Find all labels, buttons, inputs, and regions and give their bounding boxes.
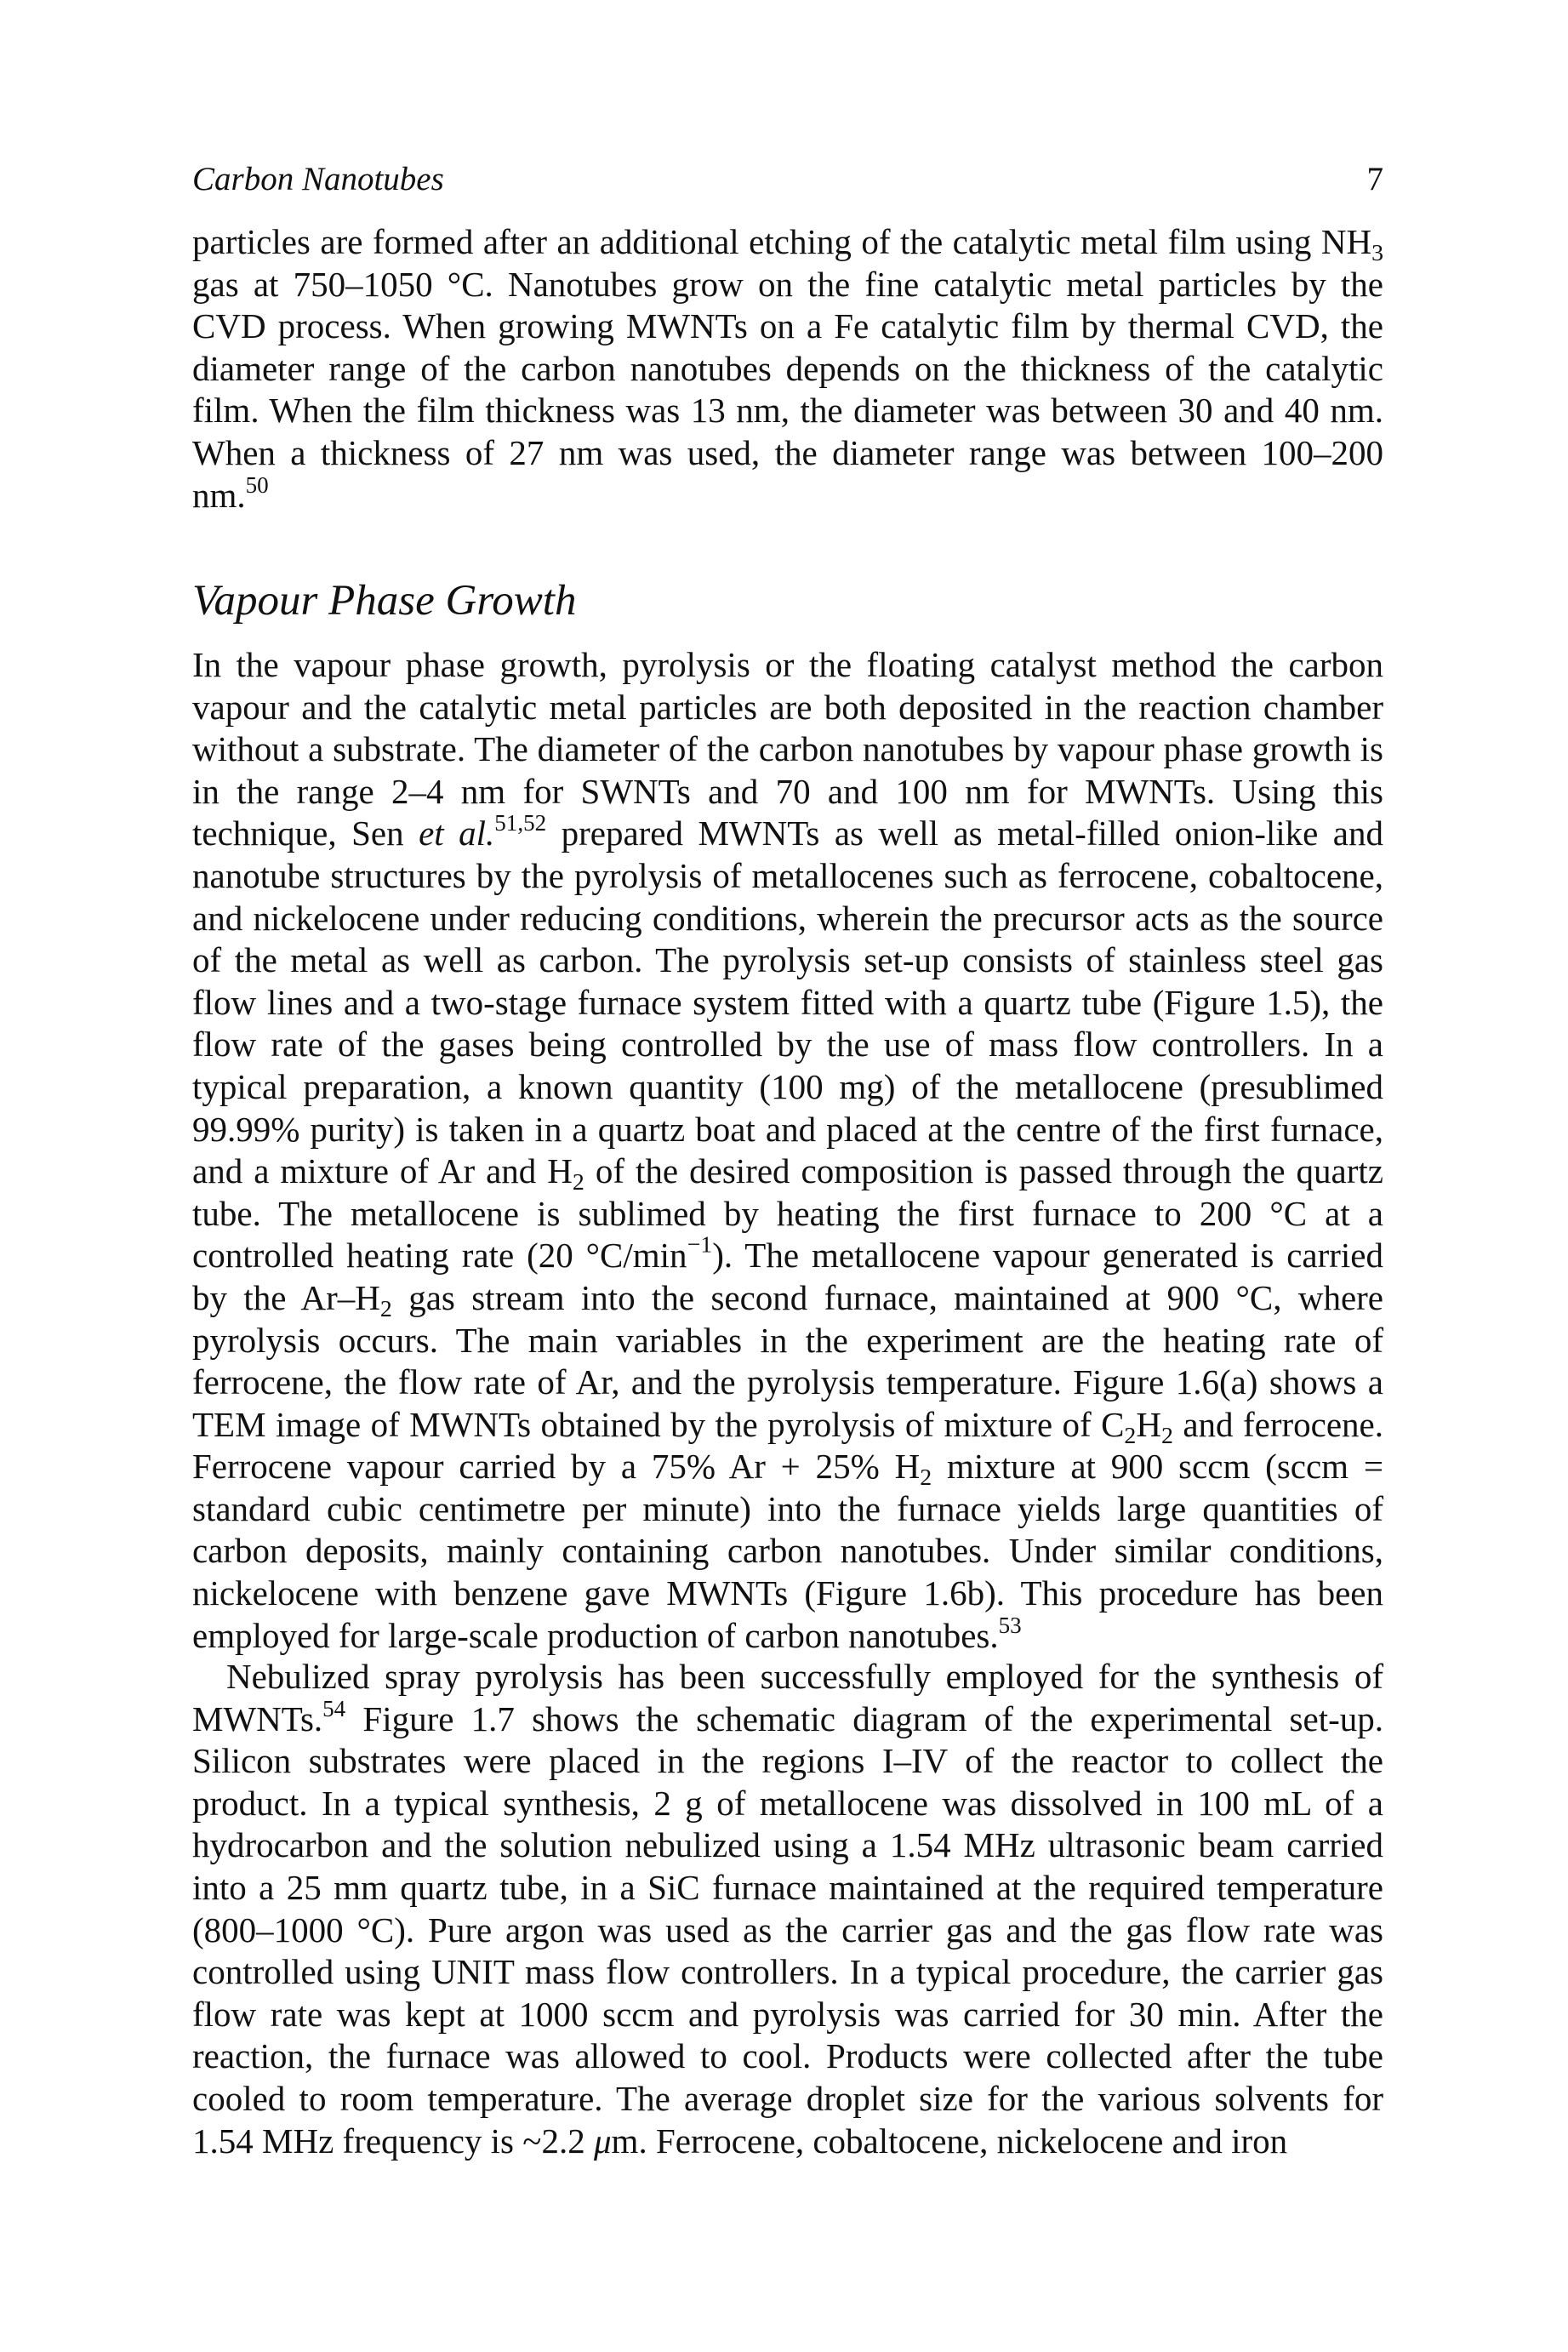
paragraph-text xyxy=(192,221,1383,517)
citation-superscript: 50 xyxy=(245,471,269,498)
text-segment: ). The metallocene vapour generated is carried by the Ar–H xyxy=(192,1236,1383,1317)
text-segment: Figure 1.7 shows the schematic diagram of the experimental set-up. Silicon substrates were placed in the regions I–IV of the reactor to collect the product. In a typical synthesis, 2 g of metallocene was dissolved in 100 mL of a hydrocarbon and the solution nebulized using a 1.54 MHz ultrasonic beam carried into a 25 mm quartz tube, in a SiC furnace maintained at the required temperature (800–1000 °C). Pure argon was used as the carrier gas and the gas flow rate was controlled using UNIT mass flow controllers. In a typical procedure, the carrier gas flow rate was kept at 1000 sccm and pyrolysis was carried for 30 min. After the reaction, the furnace was allowed to cool. Products were collected after the tube cooled to room temperature. The average droplet size for the various solvents for 1.54 MHz frequency is ~2.2 xyxy=(192,1698,1383,2161)
section-heading: Vapour Phase Growth xyxy=(192,577,577,625)
text-segment: m. Ferrocene, cobaltocene, nickelocene and iron xyxy=(611,2121,1288,2161)
paragraph-text xyxy=(192,644,1383,1657)
text-segment: and ferrocene. Ferrocene vapour carried by a 75% Ar + 25% H xyxy=(192,1404,1383,1487)
subscript: 2 xyxy=(572,1168,584,1196)
subscript: 2 xyxy=(1124,1422,1137,1449)
mu-symbol: μ xyxy=(593,2121,612,2161)
citation-superscript: 51,52 xyxy=(494,810,547,836)
running-head-title: Carbon Nanotubes xyxy=(192,161,444,197)
text-segment: prepared MWNTs as well as metal-filled onion-like and nanotube structures by the pyrolysis of metallocenes such as ferrocene, cobaltocene, and nickelocene under reducing conditions, wherein the precursor acts as the source of the metal as well as carbon. The pyrolysis set-up consists of stainless steel gas flow lines and a two-stage furnace system fitted with a quartz tube (Figure 1.5), the flow rate of the gases being controlled by the use of mass flow controllers. In a typical preparation, a known quantity (100 mg) of the metallocene (presublimed 99.99% purity) is taken in a quartz boat and placed at the centre of the first furnace, and a mixture of Ar and H xyxy=(192,813,1383,1191)
text-segment: mixture at 900 sccm (sccm = standard cubic centimetre per minute) into the furnace yields large quantities of carbon deposits, mainly containing carbon nanotubes. Under similar conditions, nickelocene with benzene gave MWNTs (Figure 1.6b). This procedure has been employed for large-scale production of carbon nanotubes. xyxy=(192,1447,1384,1655)
text-segment: gas stream into the second furnace, maintained at 900 °C, where pyrolysis occurs. The main variables in the experiment are the heating rate of ferrocene, the flow rate of Ar, and the pyrolysis temperature. Figure 1.6(a) shows a TEM image of MWNTs obtained by the pyrolysis of mixture of C xyxy=(192,1277,1383,1444)
citation-superscript: 54 xyxy=(322,1695,346,1721)
citation-superscript: 53 xyxy=(998,1612,1022,1638)
subscript: 2 xyxy=(379,1295,392,1322)
text-segment: Nebulized spray pyrolysis has been successfully employed for the synthesis of MWNTs. xyxy=(192,1657,1383,1738)
text-segment: of the desired composition is passed through the quartz tube. The metallocene is sublimed by heating the first furnace to 200 °C at a controlled heating rate (20 °C/min xyxy=(192,1151,1383,1276)
text-segment: gas at 750–1050 °C. Nanotubes grow on the fine catalytic metal particles by the CVD process. When growing MWNTs on a Fe catalytic film by thermal CVD, the diameter range of the carbon nanotubes depends on the thickness of the catalytic film. When the film thickness was 13 nm, the diameter was between 30 and 40 nm. When a thickness of 27 nm was used, the diameter range was between 100–200 nm. xyxy=(192,264,1383,515)
superscript: −1 xyxy=(687,1232,713,1259)
subscript: 2 xyxy=(1160,1422,1173,1449)
subscript: 3 xyxy=(1371,239,1383,266)
text-segment: In the vapour phase growth, pyrolysis or the floating catalyst method the carbon vapour and the catalytic metal particles are both deposited in the reaction chamber without a substrate. The diameter of the carbon nanotubes by vapour phase growth is in the range 2–4 nm for SWNTs and 70 and 100 nm for MWNTs. Using this technique, Sen xyxy=(192,645,1383,853)
et-al-italic: et al. xyxy=(419,813,495,853)
paragraph-nebulized-spray xyxy=(192,1656,1383,2162)
paragraph-text xyxy=(192,1656,1383,2162)
paragraph-vapour-phase xyxy=(192,644,1383,1657)
paragraph-cvd-continuation xyxy=(192,221,1383,517)
subscript: 2 xyxy=(920,1464,932,1492)
text-segment: particles are formed after an additional etching of the catalytic metal film using NH xyxy=(192,222,1372,261)
text-segment: H xyxy=(1136,1404,1161,1444)
running-head xyxy=(192,158,1383,201)
page-number: 7 xyxy=(1366,161,1383,197)
